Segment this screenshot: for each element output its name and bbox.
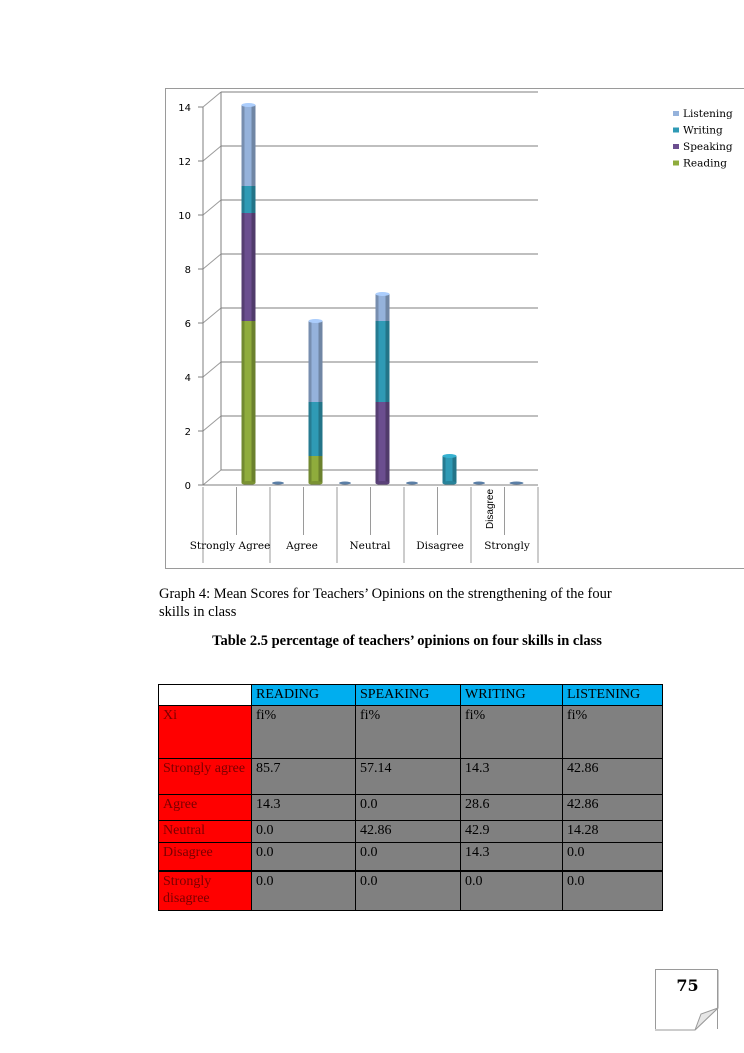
table-row	[159, 871, 663, 911]
table-cell: 42.9	[461, 821, 563, 843]
bar-cap	[242, 103, 256, 107]
legend-swatch	[673, 161, 679, 166]
gridline-side	[203, 362, 221, 377]
gridline-side	[203, 416, 221, 431]
chart-container	[165, 88, 744, 569]
table-header-cell: WRITING	[461, 685, 563, 706]
y-tick-label: 0	[184, 481, 191, 492]
bar-shade	[252, 321, 256, 483]
table-header-cell: LISTENING	[563, 685, 663, 706]
bar-shade	[376, 402, 379, 483]
row-label: Neutral	[159, 821, 252, 843]
bar-shade	[319, 321, 323, 402]
table-cell: 57.14	[356, 759, 461, 795]
gridline-side	[203, 470, 221, 485]
y-tick-label: 2	[184, 427, 191, 438]
bar-base	[309, 481, 323, 485]
empty-bar-base	[406, 482, 418, 485]
gridline-side	[203, 308, 221, 323]
legend-label: Reading	[683, 157, 727, 170]
row-label: Strongly disagree	[159, 871, 252, 911]
bar-cap	[309, 319, 323, 323]
bar-shade	[309, 321, 312, 402]
bar-base	[510, 482, 524, 485]
bar-shade	[319, 402, 323, 456]
bar-shade	[309, 456, 312, 483]
legend-label: Writing	[683, 124, 723, 137]
graph-caption: Graph 4: Mean Scores for Teachers’ Opinions on the strengthening of the four skills in class	[159, 586, 612, 620]
bar-shade	[242, 105, 245, 186]
bar-cap	[443, 454, 457, 458]
y-tick-label: 14	[178, 103, 191, 114]
bar-shade	[309, 402, 312, 456]
table-cell: 0.0	[461, 871, 563, 911]
row-label: Agree	[159, 795, 252, 821]
bar-shade	[252, 186, 256, 213]
bar-cap	[376, 292, 390, 296]
table-header-row	[159, 685, 663, 706]
y-tick-label: 12	[178, 157, 191, 168]
table-row	[159, 795, 663, 821]
y-tick-label: 8	[184, 265, 191, 276]
legend-label: Listening	[683, 108, 733, 120]
table-cell: 0.0	[252, 821, 356, 843]
gridline-side	[203, 92, 221, 107]
x-tick-label-rotated: Disagree	[485, 488, 496, 530]
x-tick-label: Agree	[286, 540, 318, 552]
gridline-side	[203, 146, 221, 161]
table-cell: 14.28	[563, 821, 663, 843]
table-cell: 0.0	[356, 843, 461, 871]
table-header-cell: SPEAKING	[356, 685, 461, 706]
bar-shade	[376, 321, 379, 402]
bar-shade	[319, 456, 323, 483]
table-cell: 0.0	[252, 843, 356, 871]
table-cell: 0.0	[252, 871, 356, 911]
legend-swatch	[673, 144, 679, 149]
table-cell: 14.3	[252, 795, 356, 821]
empty-bar-base	[272, 482, 284, 485]
bar-shade	[453, 456, 457, 483]
stacked-bar-chart	[166, 89, 744, 570]
table-cell: 14.3	[461, 843, 563, 871]
table-cell: 0.0	[563, 843, 663, 871]
bar-base	[443, 481, 457, 485]
table-header-cell: READING	[252, 685, 356, 706]
table-header-cell	[159, 685, 252, 706]
legend-swatch	[673, 111, 679, 116]
table-cell: fi%	[563, 706, 663, 759]
bar-shade	[386, 294, 390, 321]
row-label: Disagree	[159, 843, 252, 871]
opinions-table	[158, 684, 663, 911]
table-cell: fi%	[252, 706, 356, 759]
bar-shade	[443, 456, 446, 483]
page-number: 75	[676, 976, 699, 995]
table-cell: 0.0	[356, 795, 461, 821]
table-cell: 42.86	[356, 821, 461, 843]
x-tick-label: Neutral	[349, 540, 391, 552]
y-tick-label: 6	[184, 319, 191, 330]
gridline-side	[203, 200, 221, 215]
bar-shade	[242, 321, 245, 483]
bar-shade	[376, 294, 379, 321]
table-cell: 28.6	[461, 795, 563, 821]
bar-shade	[252, 105, 256, 186]
x-tick-label: Strongly Agree	[189, 540, 271, 552]
row-label: Xi	[159, 706, 252, 759]
bar-shade	[386, 402, 390, 483]
table-row	[159, 759, 663, 795]
bar-base	[376, 481, 390, 485]
table-cell: 42.86	[563, 759, 663, 795]
x-tick-label: Strongly	[484, 540, 530, 552]
bar-shade	[386, 321, 390, 402]
gridline-side	[203, 254, 221, 269]
y-tick-label: 4	[184, 373, 191, 384]
row-label: Strongly agree	[159, 759, 252, 795]
empty-bar-base	[473, 482, 485, 485]
legend-swatch	[673, 128, 679, 133]
table-row	[159, 821, 663, 843]
table-cell: 0.0	[356, 871, 461, 911]
legend-label: Speaking	[683, 141, 733, 153]
table-title: Table 2.5 percentage of teachers’ opinions on four skills in class	[212, 633, 602, 649]
table-row	[159, 843, 663, 871]
table-cell: 0.0	[563, 871, 663, 911]
bar-shade	[242, 186, 245, 213]
x-tick-label: Disagree	[416, 540, 464, 552]
table-cell: fi%	[461, 706, 563, 759]
bar-shade	[242, 213, 245, 321]
table-row	[159, 706, 663, 759]
table-cell: 85.7	[252, 759, 356, 795]
bar-base	[242, 481, 256, 485]
table-cell: fi%	[356, 706, 461, 759]
empty-bar-base	[339, 482, 351, 485]
y-tick-label: 10	[178, 211, 191, 222]
bar-shade	[252, 213, 256, 321]
table-cell: 42.86	[563, 795, 663, 821]
table-cell: 14.3	[461, 759, 563, 795]
page-curl-icon	[655, 970, 719, 1031]
page-number-box	[655, 969, 718, 1029]
